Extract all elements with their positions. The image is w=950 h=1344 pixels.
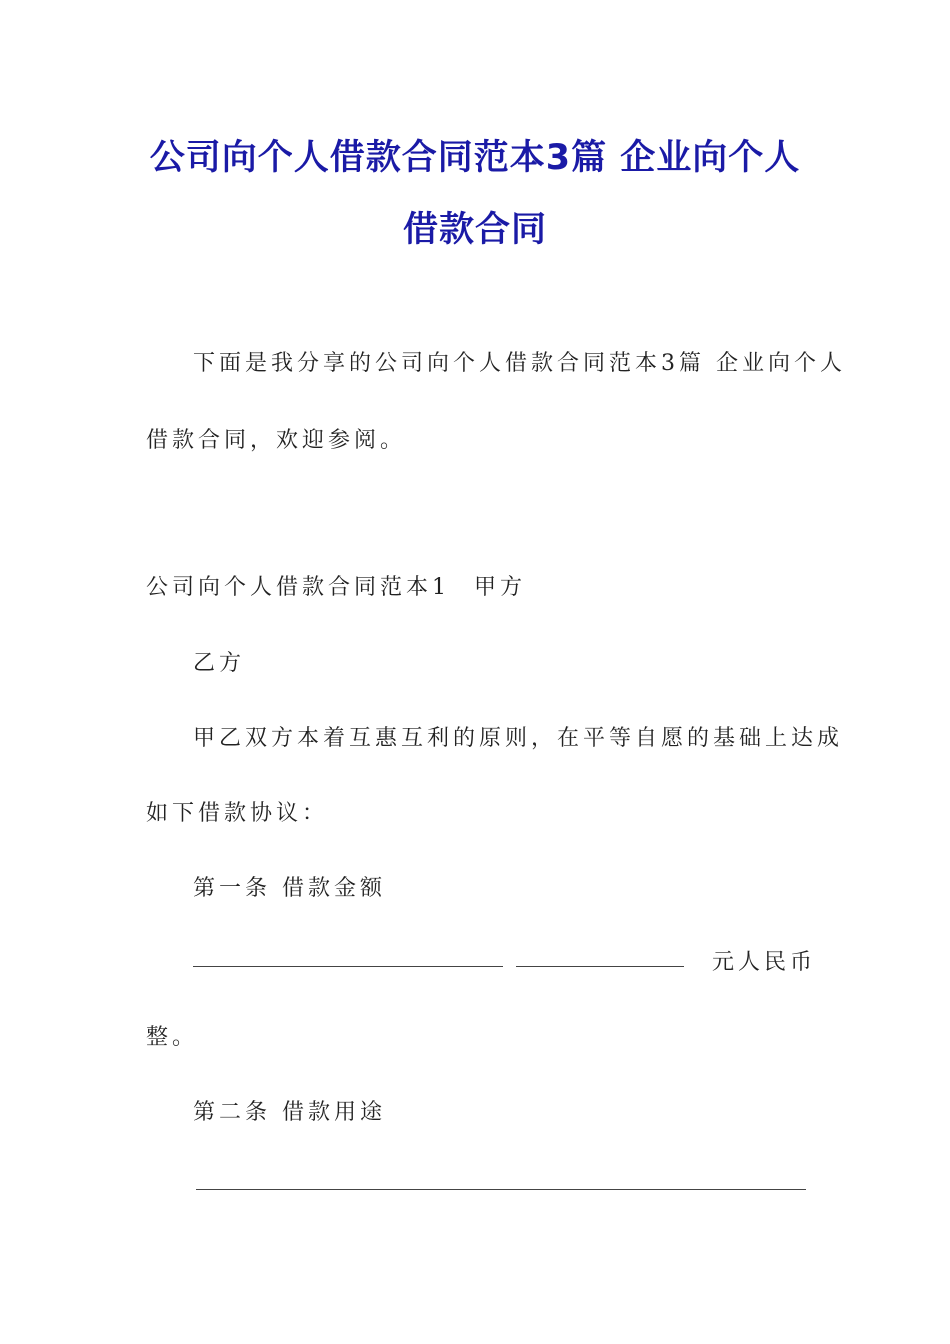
preamble-line-1: 甲乙双方本着互惠互利的原则，在平等自愿的基础上达成 [193, 726, 844, 751]
amount-blank-line-1[interactable] [193, 966, 503, 967]
amount-end-text: 整。 [146, 1025, 199, 1050]
intro-paragraph-line-1: 下面是我分享的公司向个人借款合同范本3篇 企业向个人 [193, 351, 846, 376]
intro-paragraph-line-2: 借款合同，欢迎参阅。 [146, 428, 407, 453]
section-1-heading: 公司向个人借款合同范本1 [146, 575, 450, 600]
document-title-line-2: 借款合同 [402, 210, 547, 250]
party-b-label: 乙方 [193, 651, 246, 676]
article-1-heading: 第一条 借款金额 [193, 876, 386, 901]
party-a-label: 甲方 [474, 575, 527, 600]
preamble-line-2: 如下借款协议： [146, 801, 329, 826]
document-title-line-1: 公司向个人借款合同范本3篇 企业向个人 [149, 138, 801, 178]
amount-blank-line-2[interactable] [516, 966, 684, 967]
amount-currency-label: 元人民币 [712, 950, 817, 975]
article-2-heading: 第二条 借款用途 [193, 1100, 386, 1125]
purpose-blank-line[interactable] [196, 1189, 806, 1190]
